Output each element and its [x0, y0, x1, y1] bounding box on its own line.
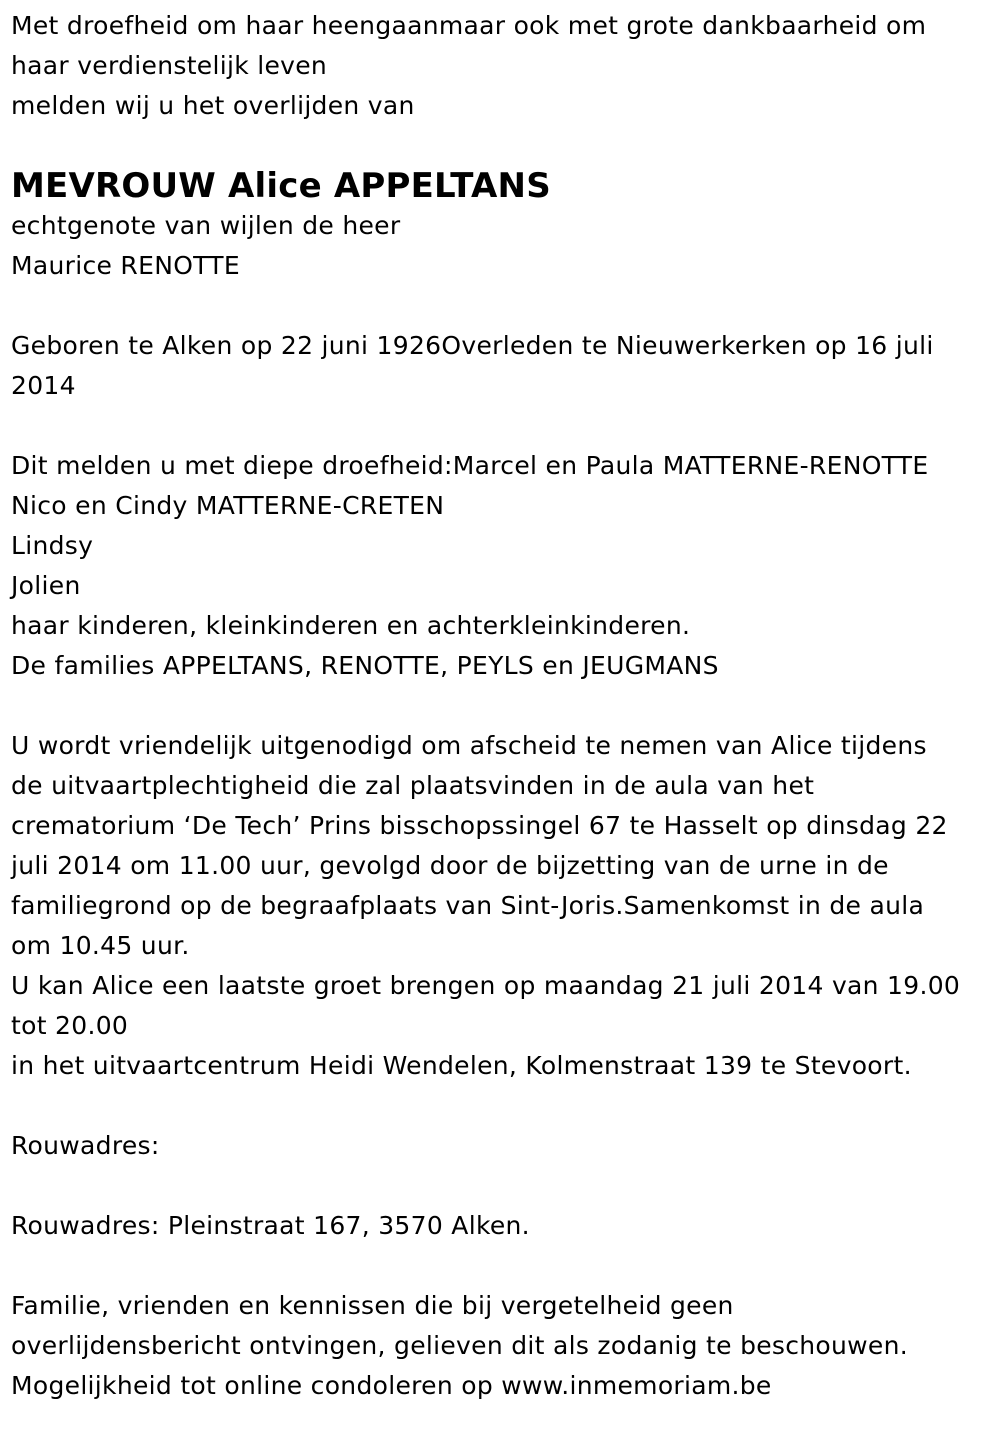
dates-line-1: Geboren te Alken op 22 juni 1926Overleden te Nieuwerkerken op 16 juli [11, 331, 934, 360]
address-line: Rouwadres: Pleinstraat 167, 3570 Alken. [11, 1211, 530, 1240]
family-line-3: Lindsy [11, 531, 94, 560]
intro-line-1: Met droefheid om haar heengaanmaar ook met grote dankbaarheid om [11, 11, 927, 40]
spacer [11, 686, 991, 726]
spacer [11, 286, 991, 326]
intro-line-3: melden wij u het overlijden van [11, 91, 415, 120]
spacer [11, 1086, 991, 1126]
family-line-4: Jolien [11, 571, 81, 600]
closing-line-3: Mogelijkheid tot online condoleren op www.inmemoriam.be [11, 1371, 772, 1400]
deceased-name: MEVROUW Alice APPELTANS [11, 166, 551, 206]
ceremony-line-1: U wordt vriendelijk uitgenodigd om afscheid te nemen van Alice tijdens [11, 731, 927, 760]
ceremony-line-4: juli 2014 om 11.00 uur, gevolgd door de bijzetting van de urne in de [11, 851, 889, 880]
ceremony-line-8: tot 20.00 [11, 1011, 129, 1040]
ceremony-line-5: familiegrond op de begraafplaats van Sint-Joris.Samenkomst in de aula [11, 891, 925, 920]
ceremony-line-9: in het uitvaartcentrum Heidi Wendelen, Kolmenstraat 139 te Stevoort. [11, 1051, 912, 1080]
family-line-6: De families APPELTANS, RENOTTE, PEYLS en JEUGMANS [11, 651, 719, 680]
ceremony-line-7: U kan Alice een laatste groet brengen op maandag 21 juli 2014 van 19.00 [11, 971, 961, 1000]
dates-line-2: 2014 [11, 371, 76, 400]
ceremony-line-2: de uitvaartplechtigheid die zal plaatsvinden in de aula van het [11, 771, 815, 800]
closing-line-1: Familie, vrienden en kennissen die bij vergetelheid geen [11, 1291, 734, 1320]
closing-line-2: overlijdensbericht ontvingen, gelieven dit als zodanig te beschouwen. [11, 1331, 908, 1360]
spouse-line-1: echtgenote van wijlen de heer [11, 211, 401, 240]
family-line-5: haar kinderen, kleinkinderen en achterkleinkinderen. [11, 611, 691, 640]
ceremony-line-3: crematorium ‘De Tech’ Prins bisschopssingel 67 te Hasselt op dinsdag 22 [11, 811, 948, 840]
family-line-1: Dit melden u met diepe droefheid:Marcel en Paula MATTERNE-RENOTTE [11, 451, 929, 480]
spouse-line-2: Maurice RENOTTE [11, 251, 240, 280]
obituary-notice [11, 6, 991, 1406]
spacer [11, 1246, 991, 1286]
family-line-2: Nico en Cindy MATTERNE-CRETEN [11, 491, 445, 520]
address-heading: Rouwadres: [11, 1131, 160, 1160]
spacer [11, 406, 991, 446]
intro-line-2: haar verdienstelijk leven [11, 51, 328, 80]
ceremony-line-6: om 10.45 uur. [11, 931, 190, 960]
spacer [11, 1166, 991, 1206]
